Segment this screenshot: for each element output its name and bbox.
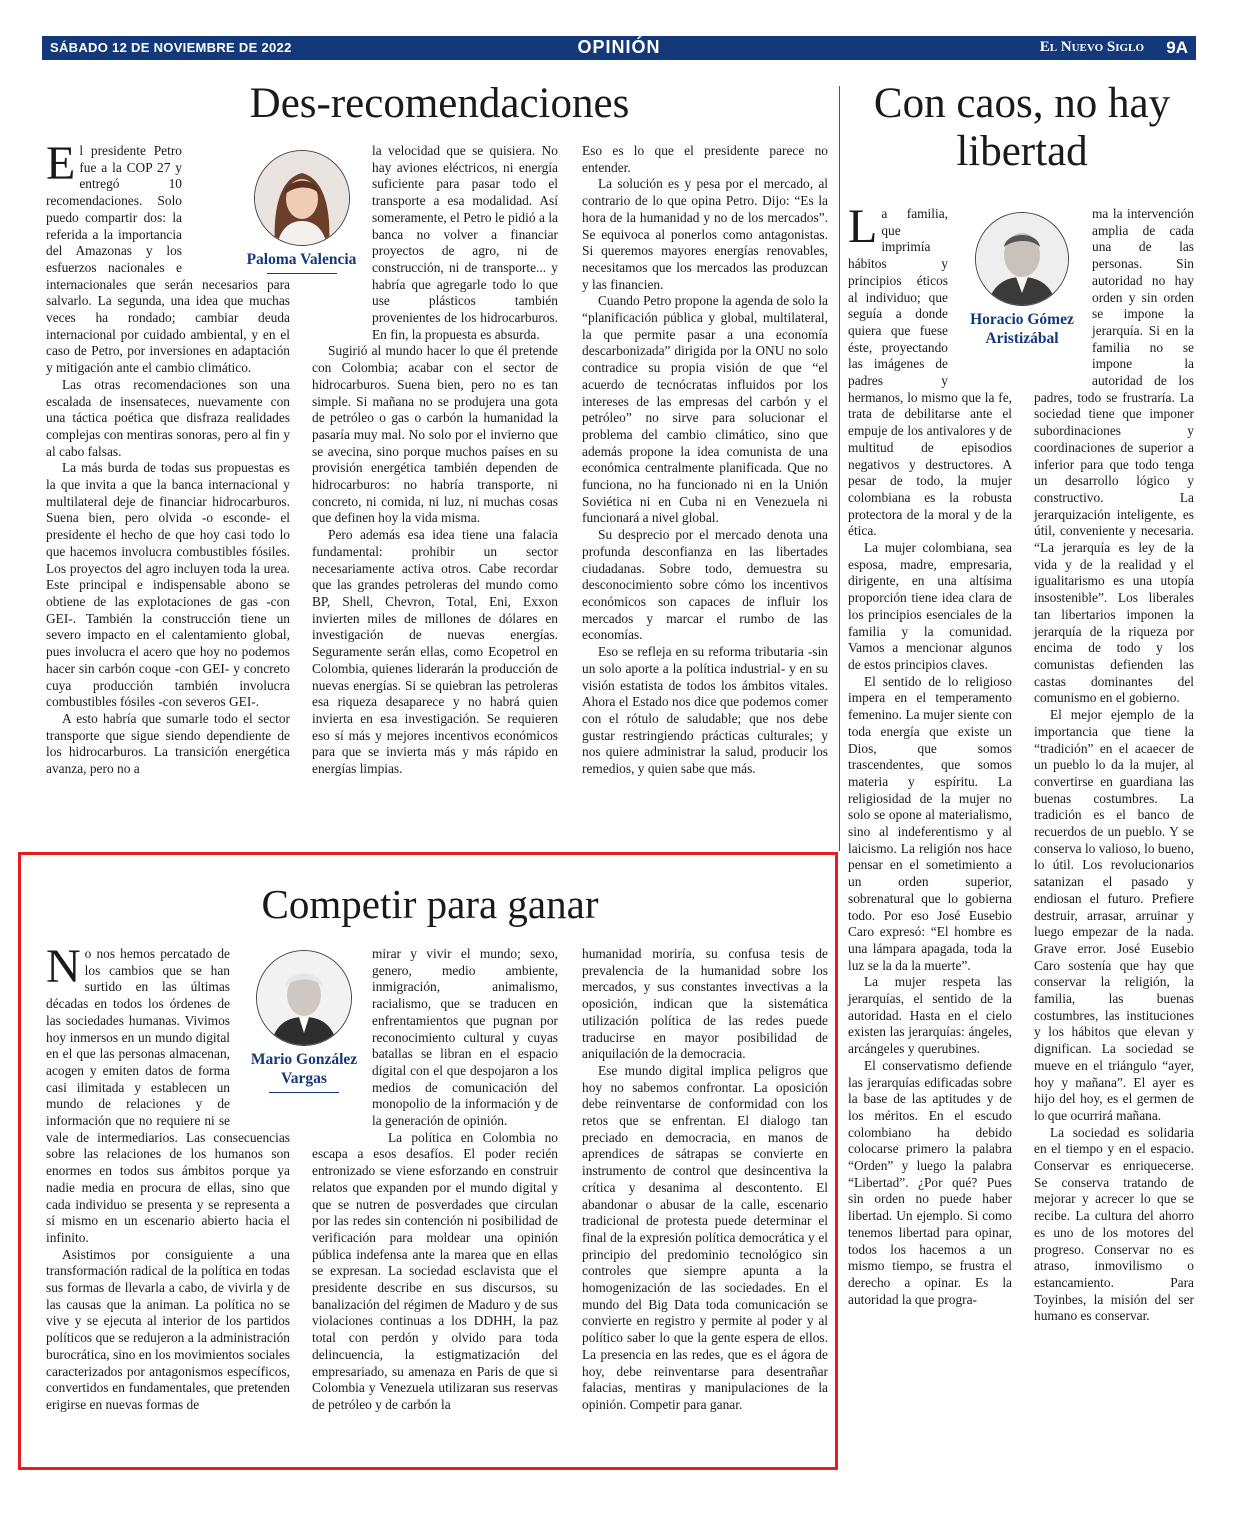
paragraph: A esto habría que sumarle todo el sector transporte que sigue siendo dependiente de los hidrocarburos. La transición energética avanza, pero no a [46, 710, 290, 777]
competir-column-2 [312, 946, 558, 1414]
paragraph: La familia, que imprimía hábitos y principios éticos al individuo; que seguía a donde quiera que fuese éste, proyectando las imágenes de padres y hermanos, lo mismo que la fe, trata de debilitarse ante el empuje de los antivalores y de multitud de episodios negativos y destructores. A pesar de todo, la mujer colombiana es la robusta protectora de la moral y de la ética. [848, 200, 1012, 539]
paragraph: Asistimos por consiguiente a una transformación radical de la política en todas sus formas de llevarla a cabo, de vivirla y de las causas que la animan. La política no se vive y se ejecuta al interior de los partidos políticos que se redujeron a la administración burocrática, sino en los movimientos sociales caracterizados por antagonismos específicos, convertidos en fundamentales, que pretenden erigirse en nuevas formas de [46, 1246, 290, 1412]
newspaper-name: El Nuevo Siglo [1039, 39, 1144, 55]
competir-column-3 [582, 946, 828, 1414]
paragraph: La mujer respeta las jerarquías, el sentido de la autoridad. Hasta en el cielo existen las jerarquías: ángeles, arcángeles y querubines. [848, 974, 1012, 1057]
photo-spacer [312, 946, 372, 1132]
author-name: Horacio Gómez Aristizábal [970, 311, 1074, 347]
paragraph: La solución es y pesa por el mercado, al contrario de lo que opina Petro. Dijo: “Es la hora de la humanidad y no de los mercados”. Se equivoca al ponerlos como antagonistas. Si queremos mayores energías renovables, necesitamos que los mercados las produzcan y las financien. [582, 176, 828, 292]
paragraph: El presidente Petro fue a la COP 27 y entregó 10 recomendaciones. Solo puedo compartir dos: la referida a la importancia del Amazonas y los esfuerzos nacionales e internacionales que serán necesarios para salvarlo. La segunda, una idea que muchas veces ha rondado; cambiar deuda internacional por cuidado ambiental, y en el caso de Petro, por inversiones en adaptación y mitigación ante el cambio climático. [46, 137, 290, 376]
paragraph: Eso se refleja en su reforma tributaria -sin un solo aporte a la política industrial- y en su visión estatista de todos los ámbitos vitales. Ahora el Estado nos dice que podemos comer con el rótulo de saludable; que nos debe gustar restringiendo prácticas culturales; y nos quiere administrar la salud, producir los remedios, y quien sabe que más. [582, 644, 828, 777]
paragraph: ma la intervención amplia de cada una de las personas. Sin autoridad no hay orden y sin orden se impone la jerarquía. Si en la familia no se impone la autoridad de los padres, todo se frustraría. La sociedad tiene que imponer subordinaciones y coordinaciones de superior a inferior para que todo tenga un desarrollo lógico y constructivo. La jerarquización inteligente, es útil, conveniente y necesaria. “La jerarquía es ley de la vida y de la realidad y el igualitarismo es una utopía insostenible”. Los liberales tan libertarios imponen la jerarquía de la riqueza por encima de todo y los comunistas defienden las castas dominantes del comunismo en el gobierno. [1034, 206, 1194, 706]
paragraph: La política en Colombia no escapa a esos desafíos. El poder recién entronizado se viene esforzando en construir relatos que expanden por el mundo digital y que se nutren de posverdades que circulan por las redes sin contención ni posibilidad de verificación para moldear una opinión pública indefensa ante la marea que en ellas se expresan. La sociedad esclavista que el presidente describe en sus discursos, su banalización del régimen de Maduro y de sus violaciones continuas a los DDHH, la paz total con perdón y olvido para toda delincuencia, la estigmatización del empresariado, su amenaza en Paris de que si Colombia y Venezuela utilizaran sus reservas de petróleo y de carbón la [312, 1129, 558, 1412]
paragraph: Las otras recomendaciones son una escalada de insensateces, nuevamente con una táctica poética que disfraza realidades complejas con mentiras sonoras, pero al fin y al cabo falsas. [46, 376, 290, 459]
section-name: OPINIÓN [577, 37, 661, 57]
issue-date: SÁBADO 12 DE NOVIEMBRE DE 2022 [50, 40, 292, 55]
paragraph: Ese mundo digital implica peligros que hoy no sabemos confrontar. La oposición debe reinventarse de conformidad con los retos que se enfrentan. El dialogo tan preciado en democracia, en manos de aprendices de sátrapas se convierte en instrumento de control que desincentiva la crítica y desanima al descontento. El abandonar o abusar de la calle, escenario tradicional de protesta puede determinar el final de la expresión política democrática y el principio del predominio tecnológico sin controles que siempre apunta a la homogenización de las sociedades. En el mundo del Big Data toda comunicación se convierte en registro y permite al poder y al político saber lo que la gente espera de ellos. La presencia en las redes, que es el ágora de hoy, debe reinventarse para desentrañar falacias, mentiras y manipulaciones de la opinión. Competir para ganar. [582, 1062, 828, 1412]
paragraph: Pero además esa idea tiene una falacia fundamental: prohibir un sector necesariamente activa otros. Cabe recordar que las grandes petroleras del mundo como BP, Shell, Chevron, Total, Eni, Exxon invierten miles de millones de dólares en investigación de nuevas energías. Seguramente serán ellas, como Ecopetrol en Colombia, quienes liderarán la producción de nuevas energías. Si se quiebran las petroleras esa riqueza desaparece y no habrá quien invierta en esa investigación. Se requieren eso sí más y mejores incentivos económicos para que se invierta más y más rápido en energías limpias. [312, 527, 558, 777]
paragraph: La mujer colombiana, sea esposa, madre, empresaria, dirigente, en una altísima proporción tiene idea clara de los principios esenciales de la familia y la comunidad. Vamos a mencionar algunos de estos principios claves. [848, 540, 1012, 672]
desrec-column-3 [582, 143, 828, 778]
paragraph: Eso es lo que el presidente parece no entender. [582, 143, 828, 175]
paragraph: La más burda de todas sus propuestas es la que invita a que la banca internacional y multilateral deje de financiar hidrocarburos. Suena bien, pero olvida -o esconde- el presidente el hecho de que hoy casi todo lo que hacemos involucra combustibles fósiles. Los proyectos del agro incluyen toda la urea. Este principal e indispensable abono se obtiene de las explotaciones de gas -con GEI-. También la construcción tiene un severo impacto en el calentamiento global, pues involucra el acero que hoy no podemos hacer sin carbón coque -con GEI- y concreto cuya producción también involucra combustibles fósiles -con severos GEI-. [46, 460, 290, 710]
page-number: 9A [1166, 38, 1188, 57]
photo-spacer [312, 143, 372, 335]
column-divider [839, 86, 840, 851]
headline-desrecomendaciones: Des-recomendaciones [249, 80, 630, 127]
caos-column-2 [1034, 206, 1194, 1325]
paragraph: La sociedad es solidaria en el tiempo y en el espacio. Conservar es enriquecerse. Se conserva tratando de mejorar y acrecer lo que se recibe. La cultura del ahorro es uno de los motores del progreso. Conservar no es atraso, inmovilismo o estancamiento. Para Toyinbes, la misión del ser humano es conservar. [1034, 1124, 1194, 1324]
paragraph: Sugirió al mundo hacer lo que él pretende con Colombia; acabar con el sector de hidrocarburos. Suena bien, pero no es tan simple. Si mañana no se produjera una gota de petróleo o gas o carbón la humanidad la pasaría muy mal. No solo por el invierno que se avecina, sino porque muchos países en su provisión energética también dependen de hidrocarburos: no habría transporte, ni concreto, ni comida, ni luz, ni muchas cosas que definen hoy la vida misma. [312, 343, 558, 526]
paragraph: No nos hemos percatado de los cambios que se han surtido en las últimas décadas en todos los órdenes de las sociedades humanas. Vivimos hoy inmersos en un mundo digital en el que las personas almacenan, acogen y emiten datos de forma casi ilimitada y establecen un mundo de relaciones y de información que no requiere ni se vale de intermediarios. Las consecuencias sobre las relaciones de los humanos son enormes en todos sus ámbitos porque ya nadie media en procura de ellas, sino que cada individuo se presenta y se representa a sí mismo en un escenario abierto hacia el infinito. [46, 940, 290, 1245]
paragraph: Cuando Petro propone la agenda de solo la “planificación pública y global, multilateral, la que permite pasar a una economía descarbonizada” dirigida por la ONU no solo contradice su propia visión de que “el acuerdo de tecnócratas influidos por los intereses de las empresas del carbón y el petróleo” no sirve para solucionar el problema del cambio climático, sino que además propone la idea comunista de una económica centralmente planificada. Que no funciona, no ha funcionado ni en la Unión Soviética ni en Cuba ni en Venezuela ni funcionará a nivel global. [582, 293, 828, 526]
paragraph: El mejor ejemplo de la importancia que tiene la “tradición” en el acaecer de un pueblo lo da la mujer, al convertirse en guardiana las buenas costumbres. La tradición es el banco de recuerdos de un pueblo. Y se conserva lo valioso, lo bueno, lo útil. Los revolucionarios satanizan el pasado y endiosan el futuro. Prefiere destruir, arrasar, arruinar y luego empezar de la nada. Grave error. José Eusebio Caro sostenía que hay que conservar la religión, la familia, las buenas costumbres, las instituciones y los hábitos que elevan y dignifican. La sociedad se mueve en el triángulo “ayer, hoy y mañana”. El ayer es hijo del hoy, es el germen de lo que ocurrirá mañana. [1034, 707, 1194, 1123]
headline-competir-para-ganar: Competir para ganar [261, 881, 599, 927]
paragraph: mirar y vivir el mundo; sexo, genero, medio ambiente, inmigración, animalismo, racialismo, que se traducen en enfrentamientos que pugnan por reconocimiento cultural y cuyas batallas se libran en el espacio digital con el que despojaron a los medios de comunicación del monopolio de la información y de la generación de opinión. [372, 946, 558, 1129]
paragraph: Su desprecio por el mercado denota una profunda desconfianza en las libertades ciudadanas. Sobre todo, demuestra su desconocimiento sobre cómo los incentivos económicos son capaces de influir los mercados y marcar el rumbo de las economías. [582, 527, 828, 643]
headline-con-caos: Con caos, no hay libertad [873, 80, 1171, 176]
paragraph: El conservatismo defiende las jerarquías edificadas sobre la base de las aptitudes y de los méritos. En el escudo colombiano ha debido colocarse primero la palabra “Orden” y luego la palabra “Libertad”. ¿Por qué? Pues sin orden no puede haber libertad. Un ejemplo. Si como tenemos libertad para opinar, todos los hacemos a un mismo tiempo, se frustra el derecho a opinar. Es la autoridad la que progra- [848, 1057, 1012, 1307]
author-name: Mario González Vargas [250, 1051, 358, 1087]
paragraph: la velocidad que se quisiera. No hay aviones eléctricos, ni energía suficiente para pasar todo el transporte a esa modalidad. Así someramente, el Petro le pidió a la banca no volver a financiar proyectos de agro, ni de construcción, ni de transporte... y habría que agregarle todo lo que use plásticos también provenientes de los hidrocarburos. En fin, la propuesta es absurda. [372, 143, 558, 342]
caos-column-1 [848, 200, 1012, 1308]
paragraph: humanidad moriría, su confusa tesis de prevalencia de la humanidad sobre los mercados, y sus constantes invectivas a la oposición, indican que la sistemática utilización política de las redes puede traducirse en mayor posibilidad de aniquilación de la democracia. [582, 946, 828, 1062]
desrec-column-2 [312, 143, 558, 778]
page-header-bar [42, 36, 1196, 60]
author-name: Paloma Valencia [246, 251, 357, 268]
paragraph: El sentido de lo religioso impera en el temperamento femenino. La mujer siente con toda energía que existe un Dios, que somos trascendentes, que somos materia y espíritu. La religiosidad de la mujer no solo se opone al materialismo, sino al indeferentismo y al laicismo. La religión nos hace pensar en el sometimiento a un orden superior, sobrenatural que lo gobierna todo. Por eso José Eusebio Caro expresó: “El hombre es una lámpara apagada, toda la luz se la da la muerte”. [848, 673, 1012, 973]
photo-spacer [1034, 206, 1092, 386]
